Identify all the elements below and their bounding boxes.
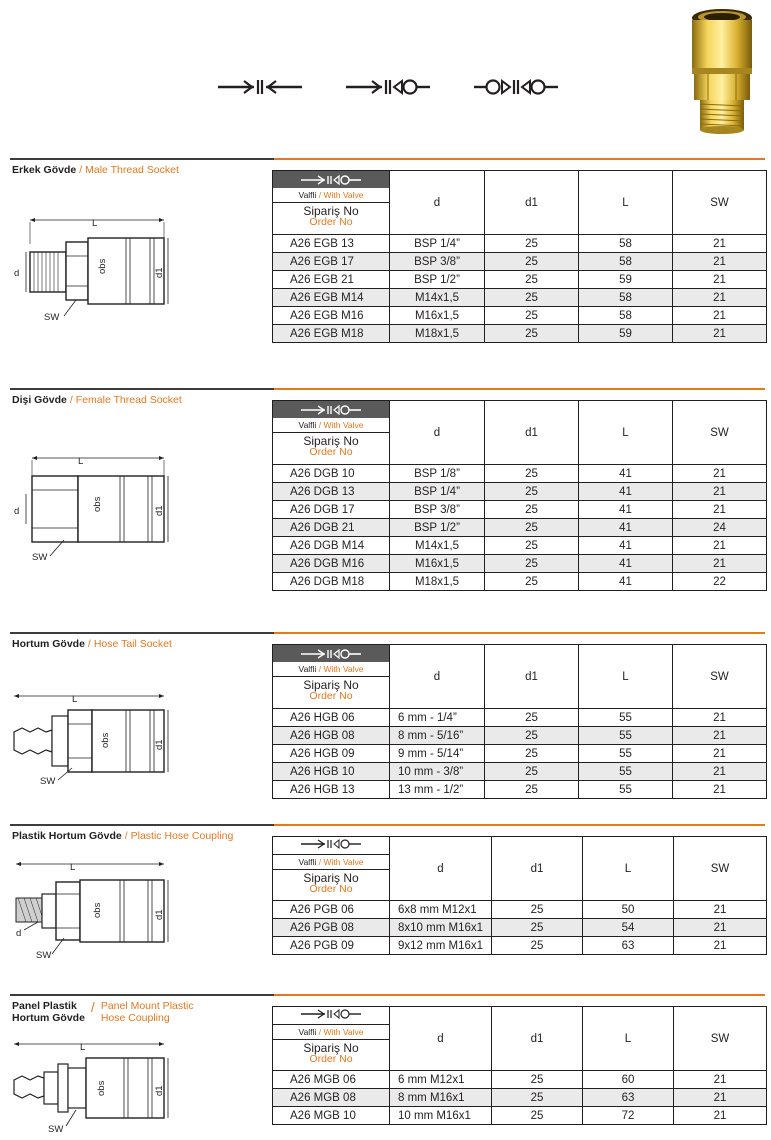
d-cell: BSP 1/8” [390,465,485,483]
section-title [12,164,179,176]
table-row [273,745,767,763]
d1-cell: 25 [485,519,579,537]
d1-cell: 25 [492,901,583,919]
valve-label-en: With Valve [323,190,364,200]
order-no-cell: A26 PGB 06 [273,901,390,919]
order-no-cell: A26 HGB 08 [273,727,390,745]
d-cell: 8 mm M16x1 [390,1089,492,1107]
sw-cell: 21 [673,325,767,343]
order-no-cell: A26 EGB 21 [273,271,390,289]
section-divider [10,824,765,826]
sw-cell: 21 [673,727,767,745]
l-cell: 58 [579,235,673,253]
valve-label-tr: Valfli [298,664,317,674]
valve-label-separator: / [318,420,322,430]
l-cell: 41 [579,501,673,519]
l-cell: 63 [583,937,674,955]
table-row [273,519,767,537]
l-cell: 60 [583,1071,674,1089]
sw-cell: 21 [674,1107,767,1125]
order-no-cell: A26 HGB 09 [273,745,390,763]
d-cell: 9x12 mm M16x1 [390,937,492,955]
l-cell: 41 [579,519,673,537]
table-row [273,919,767,937]
coupling-valve-both-sides-icon [474,76,558,98]
d-cell: 6 mm M12x1 [390,1071,492,1089]
sw-cell: 21 [673,465,767,483]
sw-cell: 21 [674,919,767,937]
l-cell: 72 [583,1107,674,1125]
section-title-en: Female Thread Socket [75,394,182,406]
brand-mark: obs [100,732,111,748]
order-no-cell: A26 DGB 10 [273,465,390,483]
d-cell: M16x1,5 [390,307,485,325]
d1-cell: 25 [485,555,579,573]
coupling-open-icon [218,76,302,98]
valve-label-tr: Valfli [298,420,317,430]
sw-cell: 21 [673,745,767,763]
valve-label-separator: / [318,190,322,200]
spec-table [272,1006,767,1125]
table-row [273,727,767,745]
valve-coupling-icon [273,1007,389,1025]
column-header-l: L [579,171,673,235]
section-title-en: Male Thread Socket [85,164,179,176]
section-title-tr-line2: Hortum Gövde [12,1012,85,1024]
dim-label-d: d [14,268,20,279]
sw-cell: 22 [673,573,767,591]
section-title [12,830,233,842]
spec-table [272,836,767,955]
order-no-header [273,171,390,235]
dim-label-L: L [80,1042,86,1053]
hose-tail-socket-drawing [8,688,183,793]
column-header-sw: SW [673,401,767,465]
column-header-d1: d1 [492,1007,583,1071]
male-socket-drawing [8,212,183,327]
l-cell: 59 [579,271,673,289]
section-divider [10,388,765,390]
dim-label-sw: SW [32,552,48,563]
table-row [273,1071,767,1089]
dim-label-sw: SW [40,776,56,787]
section-divider [10,158,765,160]
valve-coupling-icon [273,171,389,188]
l-cell: 41 [579,573,673,591]
order-no-header [273,1007,390,1071]
d1-cell: 25 [492,919,583,937]
section-title-tr: Erkek Gövde [12,164,77,176]
section-title-tr: Dişi Gövde [12,394,67,406]
valve-label-en: With Valve [323,1027,364,1037]
d1-cell: 25 [485,727,579,745]
order-no-cell: A26 DGB 13 [273,483,390,501]
d1-cell: 25 [485,763,579,781]
brand-mark: obs [92,496,103,512]
dim-label-sw: SW [44,312,60,323]
section-title-en: Plastic Hose Coupling [130,830,234,842]
d1-cell: 25 [485,781,579,799]
order-no-label-en: Order No [309,883,353,895]
sw-cell: 21 [673,289,767,307]
valve-label-tr: Valfli [298,1027,317,1037]
order-no-header [273,837,390,901]
d-cell: 10 mm - 3/8” [390,763,485,781]
table-row [273,1107,767,1125]
order-no-cell: A26 DGB M14 [273,537,390,555]
d1-cell: 25 [485,501,579,519]
d-cell: BSP 1/2” [390,519,485,537]
title-separator: / [124,830,128,842]
section-title-en-line1: Panel Mount Plastic [100,1000,194,1012]
brand-mark: obs [97,258,108,274]
valve-label-en: With Valve [323,857,364,867]
table-row [273,537,767,555]
l-cell: 55 [579,727,673,745]
d-cell: 6 mm - 1/4” [390,709,485,727]
dim-label-d1: d1 [154,909,165,920]
l-cell: 41 [579,555,673,573]
order-no-header [273,401,390,465]
sw-cell: 21 [673,709,767,727]
sw-cell: 21 [673,235,767,253]
plastic-hose-coupling-drawing [8,854,183,966]
order-no-label-en: Order No [309,690,353,702]
l-cell: 55 [579,709,673,727]
d-cell: M14x1,5 [390,537,485,555]
order-no-cell: A26 MGB 08 [273,1089,390,1107]
sw-cell: 24 [673,519,767,537]
valve-label-separator: / [318,664,322,674]
d1-cell: 25 [485,325,579,343]
column-header-l: L [583,837,674,901]
order-no-label-en: Order No [309,446,353,458]
order-no-cell: A26 MGB 10 [273,1107,390,1125]
d1-cell: 25 [492,937,583,955]
dim-label-d: d [16,928,22,939]
d1-cell: 25 [485,745,579,763]
section-title-tr-line1: Panel Plastik [12,1000,77,1012]
dim-label-L: L [78,456,84,467]
sw-cell: 21 [674,1071,767,1089]
section-title [12,1000,194,1024]
sw-cell: 21 [674,1089,767,1107]
d-cell: 8x10 mm M16x1 [390,919,492,937]
l-cell: 41 [579,465,673,483]
d1-cell: 25 [492,1089,583,1107]
d-cell: M14x1,5 [390,289,485,307]
coupling-valve-one-side-icon [346,76,430,98]
order-no-cell: A26 PGB 08 [273,919,390,937]
order-no-label-en: Order No [309,1053,353,1065]
d1-cell: 25 [492,1071,583,1089]
spec-table [272,170,767,343]
d-cell: M16x1,5 [390,555,485,573]
column-header-d: d [390,645,485,709]
d-cell: BSP 3/8” [390,501,485,519]
table-row [273,709,767,727]
column-header-d1: d1 [485,645,579,709]
sw-cell: 21 [673,483,767,501]
dim-label-sw: SW [48,1124,64,1135]
d-cell: 10 mm M16x1 [390,1107,492,1125]
d-cell: 9 mm - 5/14” [390,745,485,763]
column-header-l: L [579,645,673,709]
section-title [12,638,172,650]
dim-label-sw: SW [36,950,52,961]
column-header-d: d [390,1007,492,1071]
d1-cell: 25 [485,465,579,483]
female-socket-drawing [8,450,183,565]
order-no-cell: A26 HGB 06 [273,709,390,727]
order-no-label-tr: Sipariş No [303,871,359,885]
d-cell: BSP 3/8” [390,253,485,271]
table-row [273,501,767,519]
column-header-d: d [390,401,485,465]
valve-label-tr: Valfli [298,857,317,867]
d1-cell: 25 [485,289,579,307]
table-row [273,289,767,307]
column-header-l: L [583,1007,674,1071]
brass-coupling-photo [682,4,762,134]
sw-cell: 21 [674,937,767,955]
order-no-cell: A26 DGB 21 [273,519,390,537]
d-cell: 13 mm - 1/2” [390,781,485,799]
l-cell: 54 [583,919,674,937]
dim-label-L: L [70,862,76,873]
table-row [273,1089,767,1107]
dim-label-d: d [14,506,20,517]
order-no-cell: A26 DGB M18 [273,573,390,591]
valve-label-separator: / [318,1027,322,1037]
order-no-cell: A26 MGB 06 [273,1071,390,1089]
valve-label-en: With Valve [323,420,364,430]
section-title [12,394,182,406]
sw-cell: 21 [673,501,767,519]
l-cell: 41 [579,483,673,501]
table-row [273,253,767,271]
dim-label-L: L [92,218,98,229]
column-header-d: d [390,837,492,901]
spec-table [272,400,767,591]
coupling-symbols-row [0,0,771,160]
d-cell: 6x8 mm M12x1 [390,901,492,919]
table-row [273,781,767,799]
sw-cell: 21 [673,781,767,799]
table-row [273,937,767,955]
l-cell: 55 [579,763,673,781]
l-cell: 58 [579,289,673,307]
table-row [273,465,767,483]
order-no-label-tr: Sipariş No [303,204,359,218]
column-header-sw: SW [674,1007,767,1071]
order-no-cell: A26 PGB 09 [273,937,390,955]
column-header-d: d [390,171,485,235]
d1-cell: 25 [485,483,579,501]
order-no-header [273,645,390,709]
l-cell: 58 [579,253,673,271]
table-row [273,763,767,781]
section-title-en: Hose Tail Socket [93,638,172,650]
valve-coupling-icon [273,645,389,662]
spec-table [272,644,767,799]
d1-cell: 25 [492,1107,583,1125]
sw-cell: 21 [674,901,767,919]
table-row [273,555,767,573]
order-no-label-tr: Sipariş No [303,434,359,448]
valve-label-separator: / [318,857,322,867]
column-header-d1: d1 [492,837,583,901]
valve-coupling-icon [273,401,389,418]
dim-label-d1: d1 [154,1085,165,1096]
d-cell: BSP 1/4” [390,483,485,501]
d-cell: 8 mm - 5/16” [390,727,485,745]
brand-mark: obs [92,902,103,918]
sw-cell: 21 [673,271,767,289]
order-no-cell: A26 EGB M16 [273,307,390,325]
l-cell: 50 [583,901,674,919]
d1-cell: 25 [485,307,579,325]
order-no-cell: A26 HGB 10 [273,763,390,781]
d1-cell: 25 [485,235,579,253]
dim-label-d1: d1 [154,267,165,278]
section-title-tr: Hortum Gövde [12,638,85,650]
d1-cell: 25 [485,271,579,289]
order-no-cell: A26 DGB M16 [273,555,390,573]
sw-cell: 21 [673,253,767,271]
order-no-cell: A26 EGB M18 [273,325,390,343]
l-cell: 41 [579,537,673,555]
sw-cell: 21 [673,307,767,325]
order-no-cell: A26 EGB M14 [273,289,390,307]
d-cell: BSP 1/4” [390,235,485,253]
section-divider [10,994,765,996]
valve-coupling-icon [273,837,389,855]
order-no-cell: A26 DGB 17 [273,501,390,519]
column-header-d1: d1 [485,171,579,235]
section-title-tr: Plastik Hortum Gövde [12,830,122,842]
column-header-d1: d1 [485,401,579,465]
d1-cell: 25 [485,537,579,555]
order-no-cell: A26 EGB 13 [273,235,390,253]
title-separator: / [90,999,95,1015]
l-cell: 55 [579,781,673,799]
table-row [273,307,767,325]
dim-label-d1: d1 [154,505,165,516]
table-row [273,901,767,919]
section-divider [10,632,765,634]
l-cell: 63 [583,1089,674,1107]
table-row [273,573,767,591]
order-no-cell: A26 HGB 13 [273,781,390,799]
order-no-cell: A26 EGB 17 [273,253,390,271]
table-row [273,235,767,253]
title-separator: / [79,164,83,176]
title-separator: / [87,638,91,650]
column-header-sw: SW [673,171,767,235]
l-cell: 58 [579,307,673,325]
order-no-label-tr: Sipariş No [303,678,359,692]
dim-label-L: L [72,694,78,705]
order-no-label-en: Order No [309,216,353,228]
dim-label-d1: d1 [154,739,165,750]
d1-cell: 25 [485,709,579,727]
d1-cell: 25 [485,253,579,271]
column-header-sw: SW [674,837,767,901]
table-row [273,271,767,289]
table-row [273,325,767,343]
title-separator: / [69,394,73,406]
panel-mount-coupling-drawing [8,1034,183,1138]
valve-label-en: With Valve [323,664,364,674]
column-header-sw: SW [673,645,767,709]
table-row [273,483,767,501]
d-cell: BSP 1/2” [390,271,485,289]
sw-cell: 21 [673,537,767,555]
column-header-l: L [579,401,673,465]
order-no-label-tr: Sipariş No [303,1041,359,1055]
l-cell: 55 [579,745,673,763]
section-title-en-line2: Hose Coupling [100,1012,170,1024]
l-cell: 59 [579,325,673,343]
sw-cell: 21 [673,555,767,573]
brand-mark: obs [96,1080,107,1096]
d-cell: M18x1,5 [390,573,485,591]
sw-cell: 21 [673,763,767,781]
d1-cell: 25 [485,573,579,591]
d-cell: M18x1,5 [390,325,485,343]
valve-label-tr: Valfli [298,190,317,200]
